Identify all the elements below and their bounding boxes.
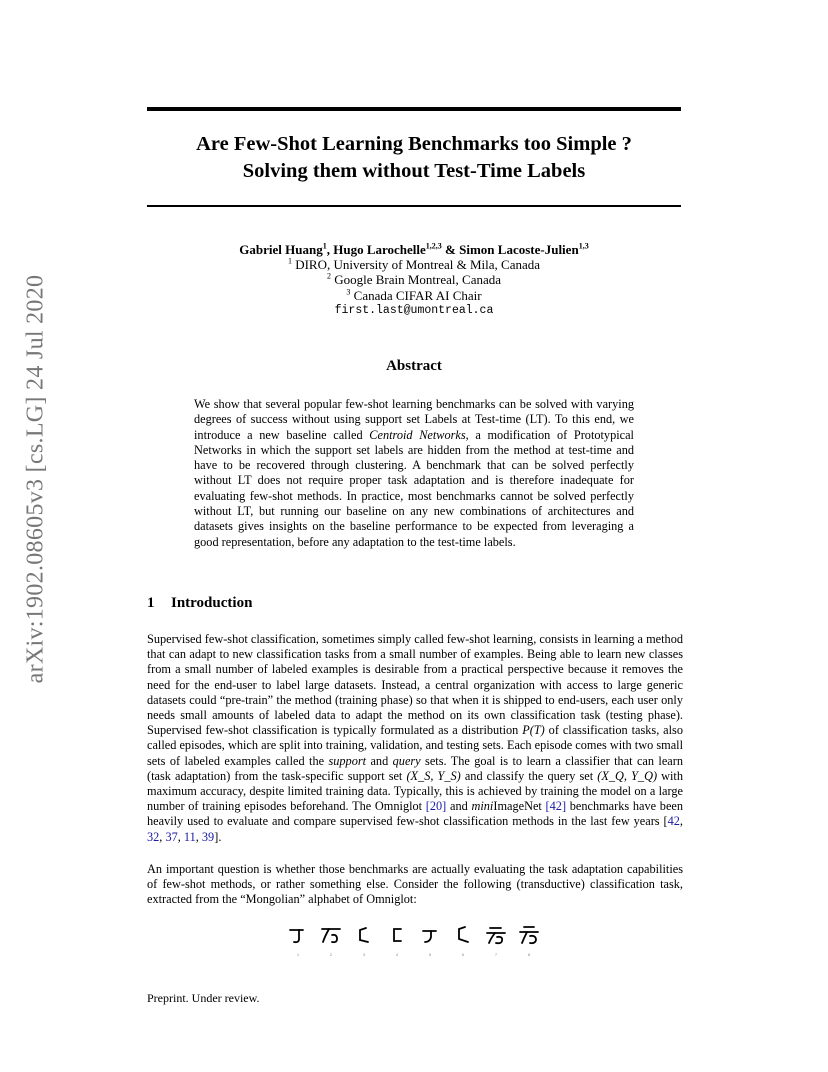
citation-link[interactable]: 11	[183, 829, 196, 844]
glyph-2: 2	[316, 924, 346, 957]
glyph-3: 3	[349, 924, 379, 957]
author-block	[147, 242, 681, 318]
abstract-heading: Abstract	[386, 358, 442, 374]
math-task-distribution: P(T)	[522, 723, 545, 738]
author-email: first.last@umontreal.ca	[334, 303, 494, 317]
author-3-affil: 1,3	[578, 241, 589, 251]
citation-link[interactable]: 42	[667, 814, 680, 829]
glyph-8: 8	[514, 924, 544, 957]
author-1-affil: 1	[322, 241, 327, 251]
author-2-affil: 1,2,3	[425, 241, 442, 251]
footer-note: Preprint. Under review.	[147, 991, 260, 1005]
author-names: Gabriel Huang$^1$, Hugo Larochelle$^{1,2,3}$ & Simon Lacoste-Julien$^{1,3}$	[239, 241, 589, 257]
citation-link[interactable]: [20]	[425, 799, 447, 814]
citation-link[interactable]: 32	[147, 829, 160, 844]
affiliation-2: $^2$ Google Brain Montreal, Canada	[326, 272, 502, 288]
method-name: Centroid Networks	[369, 427, 466, 442]
math-support-set: (X_S, Y_S)	[406, 768, 461, 783]
author-separator: &	[441, 242, 460, 257]
title-line-1: Are Few-Shot Learning Benchmarks too Simple ?	[196, 133, 632, 155]
glyph-7: 7	[481, 924, 511, 957]
glyph-1: 1	[283, 924, 313, 957]
paper-title	[147, 131, 681, 185]
author-2: Hugo Larochelle	[333, 242, 426, 257]
citation-link[interactable]: [42]	[545, 799, 567, 814]
citation-link[interactable]: 37	[165, 829, 178, 844]
section-title: Introduction	[171, 595, 253, 611]
section-number: 1	[147, 595, 155, 611]
author-1: Gabriel Huang	[239, 242, 323, 257]
affiliation-3: $^3$ Canada CIFAR AI Chair	[346, 287, 482, 303]
author-3: Simon Lacoste-Julien	[459, 242, 579, 257]
abstract-body: We show that several popular few-shot learning benchmarks can be solved with varying degrees of success without using support set Labels at Test-time (LT). To this end, we introduce a new baseline called Centroid Networks, a modification of Prototypical Networks in which the support set labels are hidden from the method at test-time and have to be recovered through clustering. A benchmark that can be solved perfectly without LT does not require proper task adaptation and is therefore inadequate for evaluating few-shot methods. In practice, most benchmarks cannot be solved perfectly without LT, but running our baseline on any new combinations of architectures and datasets gives insights on the baseline performance to be expected from leveraging a good representation, before any adaptation to the test-time labels.	[194, 397, 634, 549]
glyph-4: 4	[382, 924, 412, 957]
glyph-5: 5	[415, 924, 445, 957]
intro-paragraph-1: Supervised few-shot classification, sometimes simply called few-shot learning, consists in learning a method that can adapt to new classification tasks from a small number of examples. Being able to learn new classes from a small number of labeled examples is desirable from a practical perspective because it removes the need for the end-user to label large datasets. Instead, a central organization with access to large generic datasets could “pre-train” the method (training phase) so that when it is shipped to end-users, each user only needs small amounts of labeled data to adapt the method on its own classification task (testing phase). Supervised few-shot classification is typically formulated as a distribution P(T) of classification tasks, also called episodes, which are split into training, validation, and testing sets. Each episode comes with two small sets of labeled examples called the support and query sets. The goal is to learn a classifier that can learn (task adaptation) from the task-specific support set (X_S, Y_S) and classify the query set (X_Q, Y_Q) with maximum accuracy, despite limited training data. Typically, this is achieved by training the model on a large number of training episodes beforehand. The Omniglot [20] and miniImageNet [42] benchmarks have been heavily used to evaluate and compare supervised few-shot classification methods in the last few years [42, 32, 37, 11, 39].	[147, 632, 684, 844]
glyph-6: 6	[448, 924, 478, 957]
arxiv-identifier: arXiv:1902.08605v3 [cs.LG] 24 Jul 2020	[22, 274, 49, 684]
intro-paragraph-2: An important question is whether those benchmarks are actually evaluating the task adaptation capabilities of few-shot methods, or rather something else. Consider the following (transductive) classification task, extracted from the “Mongolian” alphabet of Omniglot:	[147, 862, 683, 907]
affiliation-1: $^1$ DIRO, University of Montreal & Mila, Canada	[287, 256, 541, 273]
omniglot-figure	[283, 924, 545, 960]
math-query-set: (X_Q, Y_Q)	[597, 768, 658, 783]
title-rule-top	[147, 107, 681, 111]
section-heading-introduction	[147, 595, 252, 612]
title-line-2: Solving them without Test-Time Labels	[242, 160, 586, 182]
arxiv-sidebar-stamp	[16, 274, 56, 684]
title-rule-bottom	[147, 205, 681, 207]
citation-link[interactable]: 39	[201, 829, 215, 844]
